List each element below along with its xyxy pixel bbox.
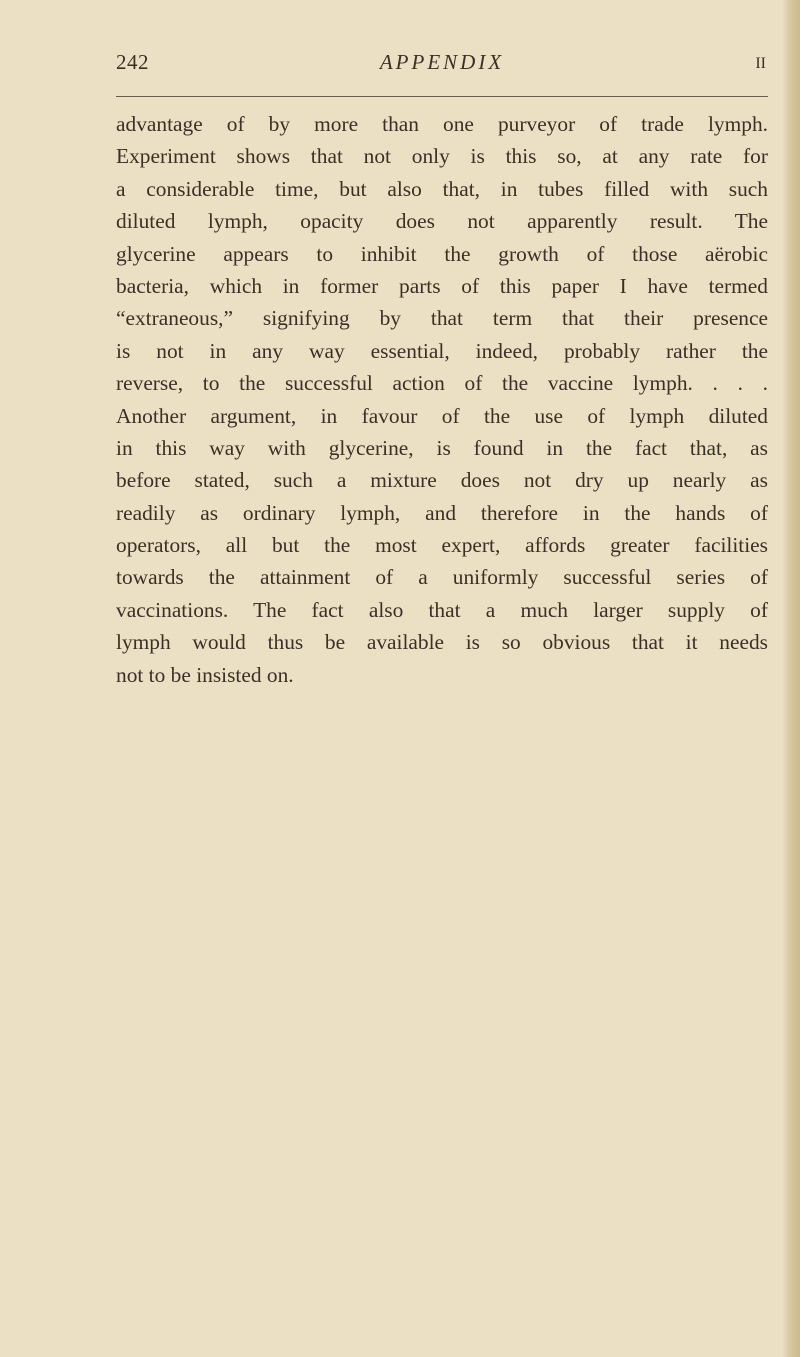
text-line: in this way with glycerine, is found in the fact that, as <box>116 435 768 460</box>
text-line: reverse, to the successful action of the vaccine lymph. . . . <box>116 371 768 396</box>
text-line: lymph would thus be available is so obvious that it needs <box>116 630 768 655</box>
running-head <box>116 50 768 84</box>
text-line: not to be insisted on. <box>116 662 294 687</box>
text-line: advantage of by more than one purveyor of trade lymph. <box>116 112 768 136</box>
text-line: diluted lymph, opacity does not apparently result. The <box>116 209 768 234</box>
text-line: bacteria, which in former parts of this paper I have termed <box>116 273 768 298</box>
page-edge <box>782 0 800 1357</box>
text-line: readily as ordinary lymph, and therefore in the hands of <box>116 500 768 525</box>
text-line: Experiment shows that not only is this so, at any rate for <box>116 144 768 169</box>
text-line: operators, all but the most expert, affords greater facilities <box>116 533 768 558</box>
section-mark: II <box>755 55 766 72</box>
text-line: vaccinations. The fact also that a much larger supply of <box>116 597 768 622</box>
body-paragraph <box>116 108 768 691</box>
text-line: is not in any way essential, indeed, probably rather the <box>116 338 768 363</box>
text-line: towards the attainment of a uniformly successful series of <box>116 565 768 590</box>
running-title: APPENDIX <box>379 50 505 74</box>
text-line: before stated, such a mixture does not dry up nearly as <box>116 468 768 493</box>
text-line: “extraneous,” signifying by that term that their presence <box>116 306 768 331</box>
text-line: Another argument, in favour of the use of lymph diluted <box>116 403 768 428</box>
header-rule <box>116 96 768 97</box>
page-number: 242 <box>116 50 149 74</box>
text-line: glycerine appears to inhibit the growth of those aërobic <box>116 241 768 266</box>
text-line: a considerable time, but also that, in tubes filled with such <box>116 176 768 201</box>
